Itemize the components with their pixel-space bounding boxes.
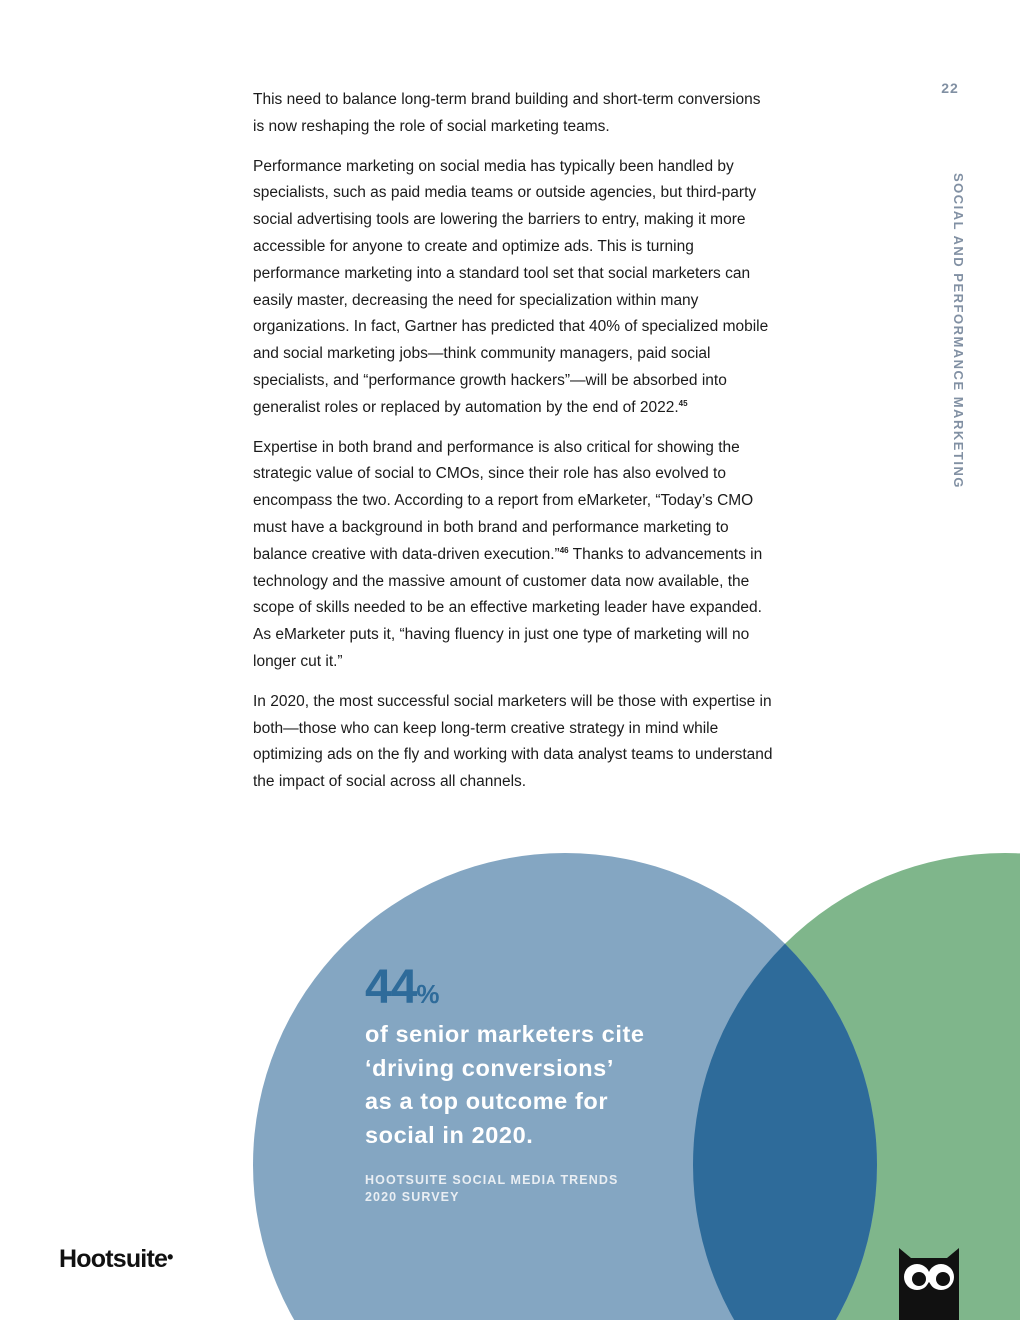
paragraph-3-text-b: Thanks to advancements in technology and the massive amount of customer data now available, the scope of skills needed to be an effective marketing leader have expanded. As eMarketer puts it, “having fluency in just one type of marketing will no longer cut it.” <box>253 545 763 670</box>
footnote-ref-46: 46 <box>559 545 569 555</box>
page-number: 22 <box>941 80 959 96</box>
stat-number <box>365 961 695 1014</box>
paragraph-4: In 2020, the most successful social marketers will be those with expertise in both—those who can keep long-term creative strategy in mind while optimizing ads on the fly and working with data analyst teams to understand the impact of social across all channels. <box>253 692 773 791</box>
stat-callout <box>365 961 695 1206</box>
footnote-ref-45: 45 <box>678 398 688 408</box>
stat-description <box>365 1018 695 1152</box>
stat-source-line-2: 2020 SURVEY <box>365 1190 460 1204</box>
stat-line-3: as a top outcome for <box>365 1088 609 1114</box>
section-title: SOCIAL AND PERFORMANCE MARKETING <box>951 173 966 489</box>
paragraph-2-text: Performance marketing on social media has typically been handled by specialists, such as paid media teams or outside agencies, but third-party social advertising tools are lowering the barriers to entry, making it more accessible for anyone to create and optimize ads. This is turning performance marketing into a standard tool set that social marketers can easily master, decreasing the need for specialization within many organizations. In fact, Gartner has predicted that 40% of specialized mobile and social marketing jobs—think community managers, paid social specialists, and “performance growth hackers”—will be absorbed into generalist roles or replaced by automation by the end of 2022. <box>253 157 769 416</box>
stat-line-2: ‘driving conversions’ <box>365 1054 614 1081</box>
stat-percent-sign: % <box>416 979 440 1009</box>
logo-text: Hootsuite <box>59 1245 168 1273</box>
paragraph-3-text-a: Expertise in both brand and performance is also critical for showing the strategic value of social to CMOs, since their role has also evolved to encompass the two. According to a report from eMarketer, “Today’s CMO must have a background in both brand and performance marketing to balance creative with data-driven execution.” <box>253 438 754 563</box>
stat-source-line-1: HOOTSUITE SOCIAL MEDIA TRENDS <box>365 1173 619 1187</box>
owl-icon <box>897 1248 961 1320</box>
stat-source <box>365 1172 665 1206</box>
stat-line-4: social in 2020. <box>365 1121 534 1148</box>
paragraph-1: This need to balance long-term brand building and short-term conversions is now reshaping the role of social marketing teams. <box>253 91 761 135</box>
stat-line-1: of senior marketers cite <box>365 1021 645 1047</box>
hootsuite-logo <box>59 1245 173 1274</box>
logo-dot: • <box>167 1247 173 1267</box>
stat-value: 44 <box>365 961 417 1014</box>
